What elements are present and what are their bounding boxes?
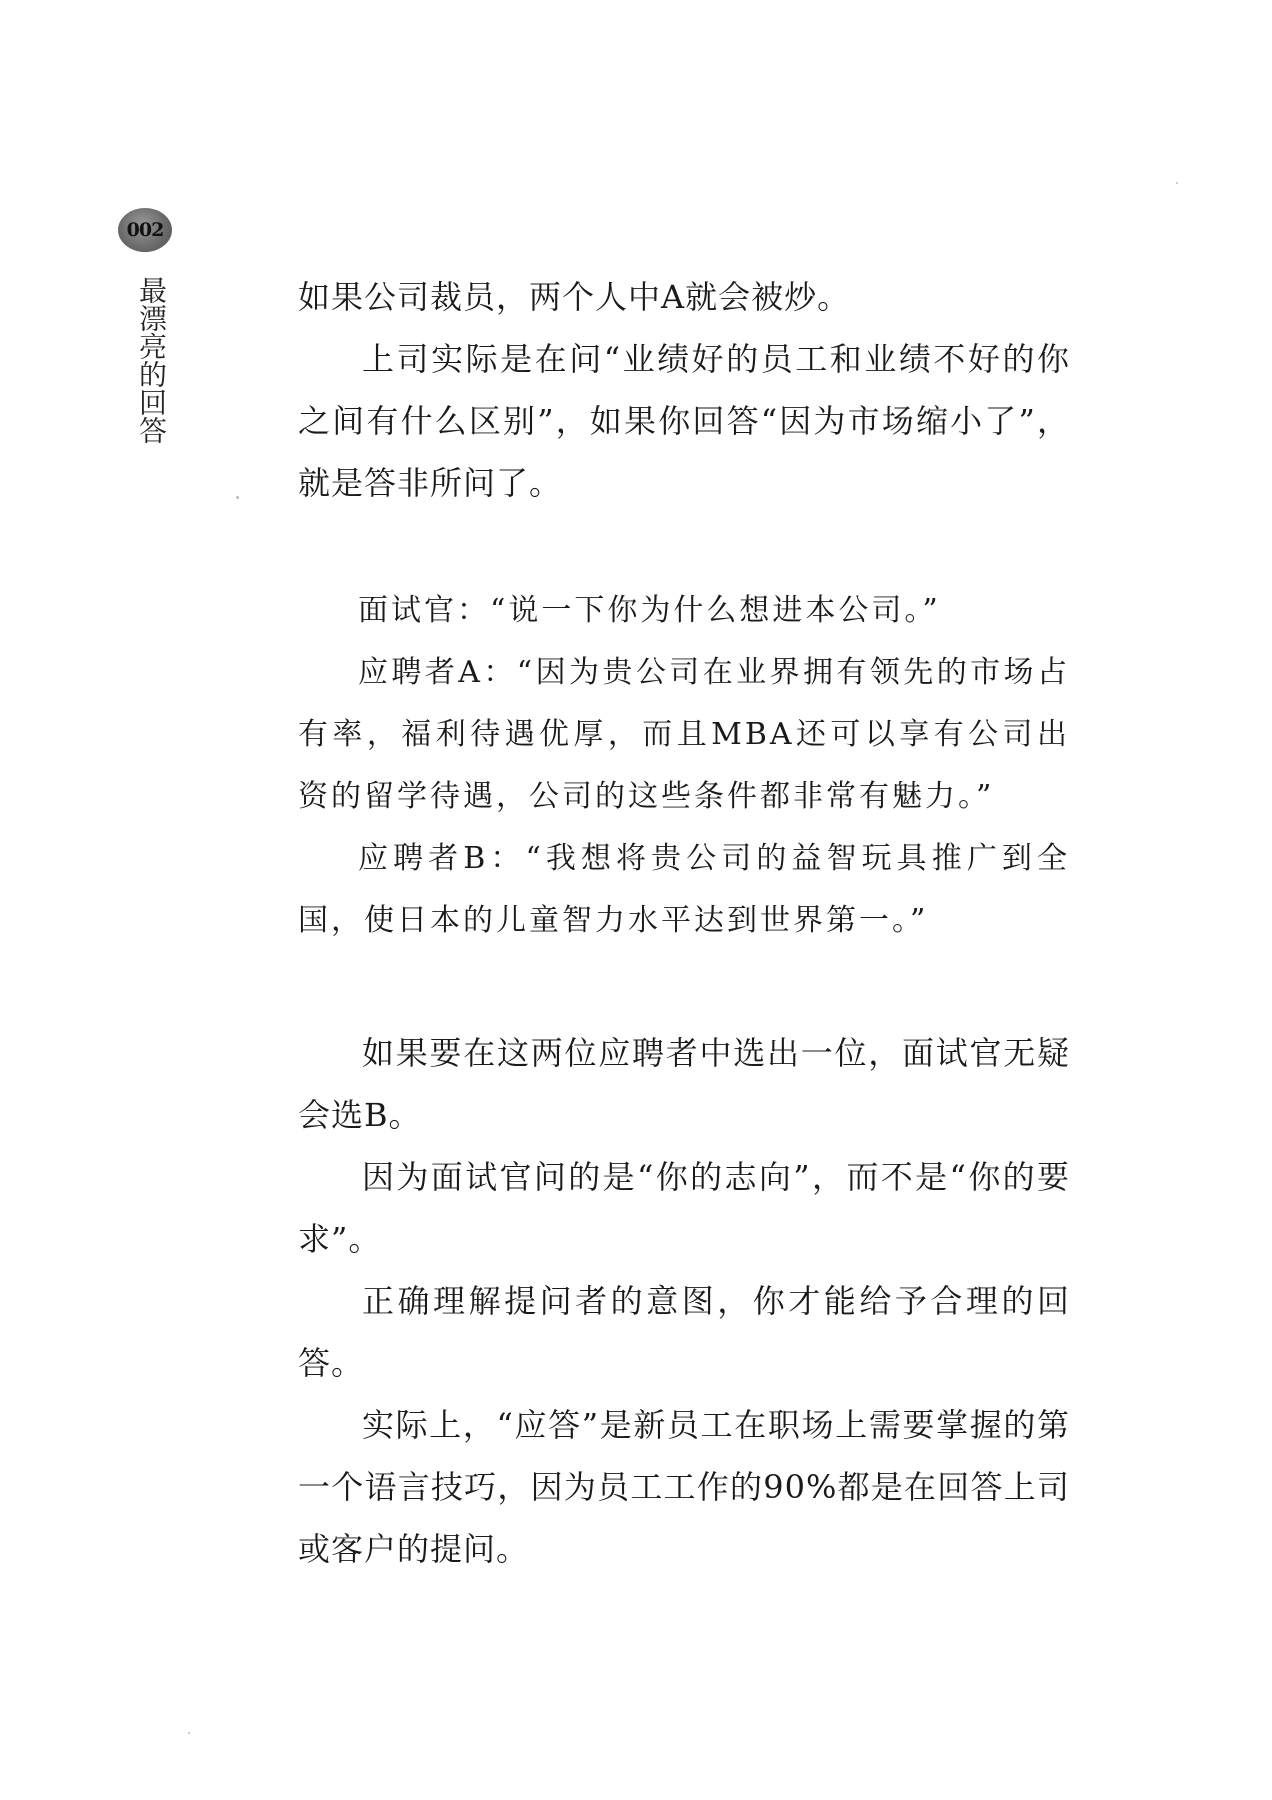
- interview-dialogue: [298, 580, 1070, 952]
- scan-speck: [188, 1732, 190, 1734]
- page-number-badge: [118, 208, 172, 252]
- body-section-2: [298, 1022, 1070, 1580]
- paragraph: 如果要在这两位应聘者中选出一位，面试官无疑会选B。: [298, 1034, 1070, 1134]
- dialogue-line-candidate-b: 应聘者B：“我想将贵公司的益智玩具推广到全国，使日本的儿童智力水平达到世界第一。”: [298, 841, 1070, 938]
- paragraph: 正确理解提问者的意图，你才能给予合理的回答。: [298, 1282, 1070, 1382]
- paragraph: 如果公司裁员，两个人中A就会被炒。: [298, 278, 851, 316]
- body-section-1: [298, 266, 1070, 514]
- running-title: 最漂亮的回答: [135, 276, 168, 444]
- page-number: 002: [126, 219, 164, 241]
- dialogue-line-interviewer: 面试官：“说一下你为什么想进本公司。”: [358, 593, 941, 628]
- paragraph: 实际上，“应答”是新员工在职场上需要掌握的第一个语言技巧，因为员工工作的90%都是在回答上司或客户的提问。: [298, 1406, 1070, 1568]
- paragraph: 因为面试官问的是“你的志向”，而不是“你的要求”。: [298, 1158, 1070, 1258]
- paragraph: 上司实际是在问“业绩好的员工和业绩不好的你之间有什么区别”，如果你回答“因为市场缩小了”，就是答非所问了。: [298, 340, 1070, 502]
- scan-speck: [1176, 182, 1178, 184]
- scan-speck: [236, 496, 239, 499]
- dialogue-line-candidate-a: 应聘者A：“因为贵公司在业界拥有领先的市场占有率，福利待遇优厚，而且MBA还可以享有公司出资的留学待遇，公司的这些条件都非常有魅力。”: [298, 655, 1070, 814]
